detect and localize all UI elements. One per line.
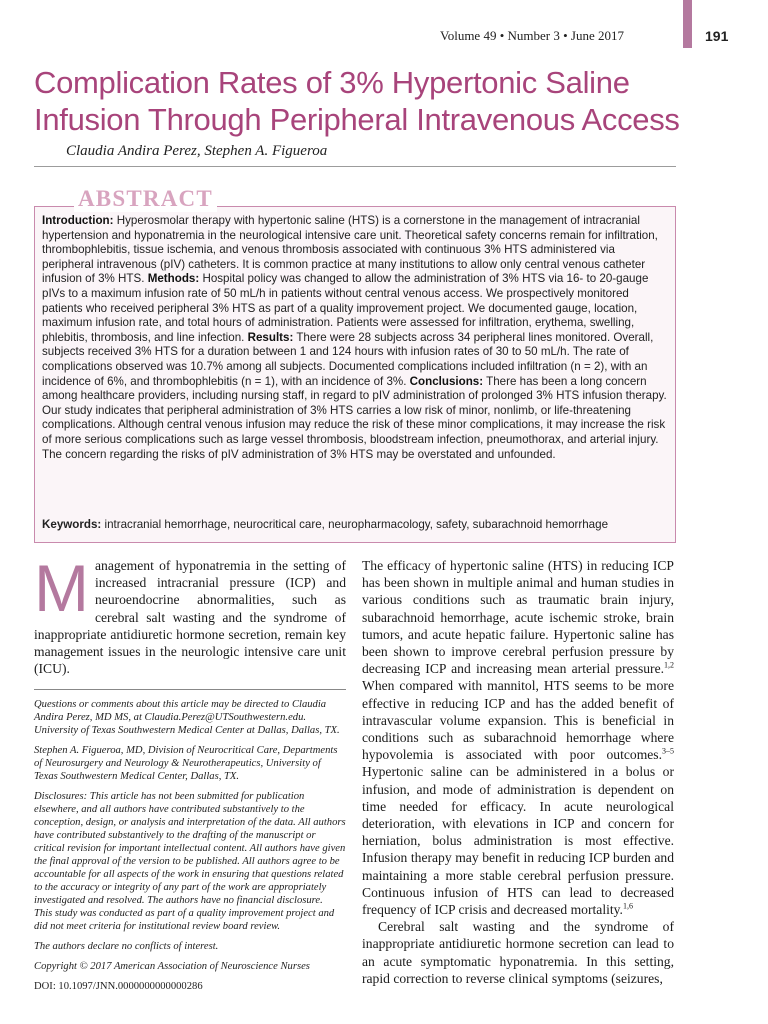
abstract-heading: ABSTRACT bbox=[74, 186, 217, 212]
title-line-2: Infusion Through Peripheral Intravenous Access bbox=[34, 102, 680, 137]
left-column bbox=[34, 551, 346, 1000]
footnote-divider bbox=[34, 689, 346, 690]
results-text: There were 28 subjects across 34 peripheral lines monitored. Overall, subjects received 3% HTS for a duration between 1 and 124 hours with infusion rates of 30 to 50 mL/h. The rate of complications observed was 10.7% among all subjects. Documented complications included infiltration (n = 2), with an incidence of 6%, and thrombophlebitis (n = 1), with an incidence of 3%. bbox=[42, 330, 654, 388]
conclusions-label: Conclusions: bbox=[409, 374, 484, 388]
body-paragraph-salt-wasting: Cerebral salt wasting and the syndrome of inappropriate antidiuretic hormone secretion can lead to an acute symptomatic hyponatremia. In this setting, rapid correction to reverse clinical symptoms (seizures, bbox=[362, 919, 674, 986]
citation-3-5: 3–5 bbox=[662, 746, 674, 756]
body-paragraph-intro bbox=[34, 551, 346, 677]
footnote-author2: Stephen A. Figueroa, MD, Division of Neurocritical Care, Departments of Neurosurgery and Neurology & Neurotherapeutics, University of Texas Southwestern Medical Center, Dallas, TX. bbox=[34, 745, 338, 783]
footnote-copyright: Copyright © 2017 American Association of Neuroscience Nurses bbox=[34, 961, 310, 973]
intro-label: Introduction: bbox=[42, 214, 114, 227]
page-number: 191 bbox=[705, 28, 729, 44]
efficacy-text-b: When compared with mannitol, HTS seems to be more effective in reducing ICP and has the added benefit of intravascular volume expansion. This is beneficial in conditions such as subarachnoid hemorrhage where hypovolemia is associated with poor outcomes. bbox=[362, 678, 674, 763]
journal-issue-info: Volume 49 • Number 3 • June 2017 bbox=[440, 28, 624, 43]
citation-1-6: 1,6 bbox=[622, 901, 633, 911]
abstract-body bbox=[42, 214, 668, 462]
keywords-label: Keywords: bbox=[42, 518, 102, 531]
results-label: Results: bbox=[247, 330, 294, 344]
efficacy-text-c: Hypertonic saline can be administered in a bolus or infusion, and mode of administration is dependent on time needed for efficacy. In acute neurological deterioration, with elevations in ICP and concern for herniation, bolus administration is most effective. Infusion therapy may benefit in reducing ICP burden and maintaining a more stable cerebral perfusion pressure. Continuous infusion of HTS can lead to decreased frequency of ICP crisis and decreased mortality. bbox=[362, 764, 674, 918]
footnote-qi: This study was conducted as part of a quality improvement project and did not meet criteria for institutional review board review. bbox=[34, 908, 335, 933]
body-paragraph-efficacy bbox=[362, 557, 674, 918]
conclusions-text: There has been a long concern among healthcare providers, including nursing staff, in regard to pIV administration of prolonged 3% HTS infusion therapy. Our study indicates that peripheral administration of 3% HTS carries a low risk of minor, nonlimb, or life-threatening complications. Although central venous infusion may reduce the risk of these minor complications, it may increase the risk of more serious complications such as large vessel thrombosis, bloodstream infection, pneumothorax, and arterial injury. The concern regarding the risks of pIV administration of 3% HTS may be overstated and unfounded. bbox=[42, 374, 667, 461]
footnote-doi: DOI: 10.1097/JNN.0000000000000286 bbox=[34, 981, 203, 993]
header-accent-bar bbox=[683, 0, 692, 48]
footnote-conflicts: The authors declare no conflicts of interest. bbox=[34, 941, 219, 953]
article-title bbox=[34, 64, 694, 138]
keywords bbox=[42, 518, 668, 533]
efficacy-text-a: The efficacy of hypertonic saline (HTS) in reducing ICP has been shown in multiple animal and human studies in various conditions such as traumatic brain injury, subarachnoid hemorrhage, acute ischemic stroke, brain tumors, and acute hepatic failure. Hypertonic saline has been shown to improve cerebral perfusion pressure by decreasing ICP and increasing mean arterial pressure. bbox=[362, 558, 674, 677]
footnote-disclosures: Disclosures: This article has not been submitted for publication elsewhere, and all authors have contributed substantively to the conception, design, or analysis and interpretation of the data. All authors have contributed substantively to the drafting of the manuscript or critical revision for important intellectual content. All authors have given the final approval of the version to be published. All authors agree to be accountable for all aspects of the work in ensuring that questions related to the accuracy or integrity of any part of the work are appropriately investigated and resolved. The authors have no financial disclosure. bbox=[34, 791, 346, 907]
intro-text: Hyperosmolar therapy with hypertonic saline (HTS) is a cornerstone in the management of intracranial hypertension and hyponatremia in the neurological intensive care unit. Theoretical safety concerns remain for infiltration, thrombophlebitis, tissue ischemia, and venous thrombosis associated with continuous 3% HTS administered via peripheral intravenous (pIV) catheters. It is common practice at many institutions to allow only central venous catheter infusion of 3% HTS. bbox=[42, 214, 658, 286]
title-line-1: Complication Rates of 3% Hypertonic Saline bbox=[34, 65, 630, 100]
right-column bbox=[362, 557, 674, 987]
footnote-correspondence: Questions or comments about this article may be directed to Claudia Andira Perez, MD MS, at Claudia.Perez@UTSouthwestern.edu. University of Texas Southwestern Medical Center at Dallas, Dallas, TX. bbox=[34, 699, 340, 737]
drop-cap: M bbox=[34, 551, 89, 625]
methods-label: Methods: bbox=[147, 272, 200, 286]
title-divider bbox=[34, 166, 676, 167]
intro-paragraph-text: anagement of hyponatremia in the setting of increased intracranial pressure (ICP) and neuroendocrine abnormalities, such as cerebral salt wasting and the syndrome of inappropriate antidiuretic hormone secretion, remain key management issues in the neurologic intensive care unit (ICU). bbox=[34, 558, 346, 677]
citation-1-2: 1,2 bbox=[664, 660, 674, 670]
methods-text: Hospital policy was changed to allow the administration of 3% HTS via 16- to 20-gauge pIVs to a maximum infusion rate of 50 mL/h in patients without central venous access. We prospectively monitored patients who received peripheral 3% HTS as part of a quality improvement project. We documented gauge, location, maximum infusion rate, and total hours of administration. Patients were assessed for infiltration, erythema, swelling, phlebitis, thrombosis, and line infection. bbox=[42, 272, 649, 344]
keywords-text: intracranial hemorrhage, neurocritical care, neuropharmacology, safety, subarachnoid hemorrhage bbox=[101, 518, 609, 531]
author-list: Claudia Andira Perez, Stephen A. Figueroa bbox=[66, 143, 328, 159]
